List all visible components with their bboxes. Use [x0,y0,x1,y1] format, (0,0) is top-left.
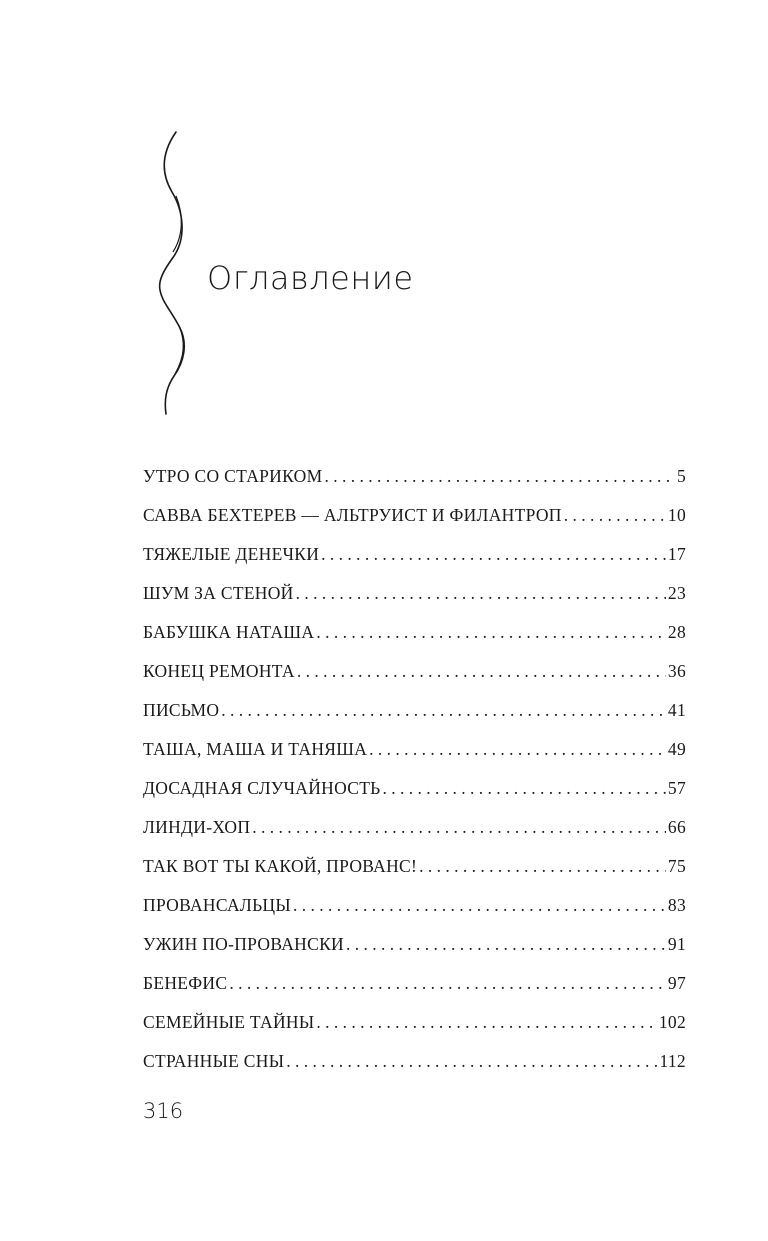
dot-leader [383,774,666,802]
toc-entry-title: СЕМЕЙНЫЕ ТАЙНЫ [143,1012,315,1032]
toc-entry-title: ТАША, МАША И ТАНЯША [143,739,368,759]
toc-entry-title: БЕНЕФИС [143,973,228,993]
dot-leader [297,657,666,685]
dot-leader [286,1047,657,1075]
toc-entry[interactable] [143,657,686,696]
toc-entry[interactable] [143,735,686,774]
toc-entry-title: ПИСЬМО [143,700,220,720]
dot-leader [369,735,666,763]
toc-entry-page: 102 [658,1012,686,1032]
toc-entry-page: 91 [667,934,686,954]
toc-entry[interactable] [143,1047,686,1086]
toc-entry[interactable] [143,462,686,501]
dot-leader [221,696,666,724]
toc-entry-title: БАБУШКА НАТАША [143,622,315,642]
toc-entry[interactable] [143,813,686,852]
toc-entry[interactable] [143,501,686,540]
dot-leader [316,1008,656,1036]
dot-leader [316,618,666,646]
toc-entry-title: СТРАННЫЕ СНЫ [143,1051,285,1071]
toc-entry[interactable] [143,579,686,618]
dot-leader [321,540,666,568]
toc-entry-page: 5 [676,466,686,486]
toc-entry[interactable] [143,696,686,735]
toc-entry-page: 97 [667,973,686,993]
toc-entry-title: УЖИН ПО-ПРОВАНСКИ [143,934,344,954]
dot-leader [324,462,674,490]
dot-leader [229,969,666,997]
toc-entry-page: 112 [659,1051,686,1071]
page-number: 316 [143,1099,184,1123]
toc-entry[interactable] [143,1008,686,1047]
toc-entry-title: УТРО СО СТАРИКОМ [143,466,323,486]
toc-entry-page: 83 [667,895,686,915]
dot-leader [296,579,666,607]
toc-entry-page: 49 [667,739,686,759]
toc-entry-title: ДОСАДНАЯ СЛУЧАЙНОСТЬ [143,778,381,798]
toc-entry[interactable] [143,969,686,1008]
toc-entry-title: ПРОВАНСАЛЬЦЫ [143,895,291,915]
toc-entry[interactable] [143,618,686,657]
dot-leader [293,891,666,919]
toc-entry[interactable] [143,774,686,813]
toc-entry-page: 36 [667,661,686,681]
toc-entry[interactable] [143,540,686,579]
toc-heading: Оглавление [207,259,414,297]
wavy-bracket-icon [150,130,194,416]
toc-entry-page: 28 [667,622,686,642]
toc-entry-title: ТЯЖЕЛЫЕ ДЕНЕЧКИ [143,544,320,564]
toc-entry-page: 23 [667,583,686,603]
dot-leader [252,813,666,841]
toc-entry-title: ТАК ВОТ ТЫ КАКОЙ, ПРОВАНС! [143,856,418,876]
toc-entry[interactable] [143,891,686,930]
toc-entry-title: ШУМ ЗА СТЕНОЙ [143,583,294,603]
toc-entry-page: 10 [667,505,686,525]
toc-entry-title: КОНЕЦ РЕМОНТА [143,661,295,681]
toc-entry-title: САВВА БЕХТЕРЕВ — АЛЬТРУИСТ И ФИЛАНТРОП [143,505,562,525]
toc-entry-title: ЛИНДИ-ХОП [143,817,251,837]
toc-entry-page: 75 [667,856,686,876]
toc-entry[interactable] [143,930,686,969]
dot-leader [419,852,666,880]
table-of-contents [143,462,686,1086]
toc-entry-page: 17 [667,544,686,564]
toc-entry-page: 66 [667,817,686,837]
toc-entry[interactable] [143,852,686,891]
toc-entry-page: 41 [667,700,686,720]
toc-entry-page: 57 [667,778,686,798]
dot-leader [346,930,666,958]
dot-leader [564,501,666,529]
